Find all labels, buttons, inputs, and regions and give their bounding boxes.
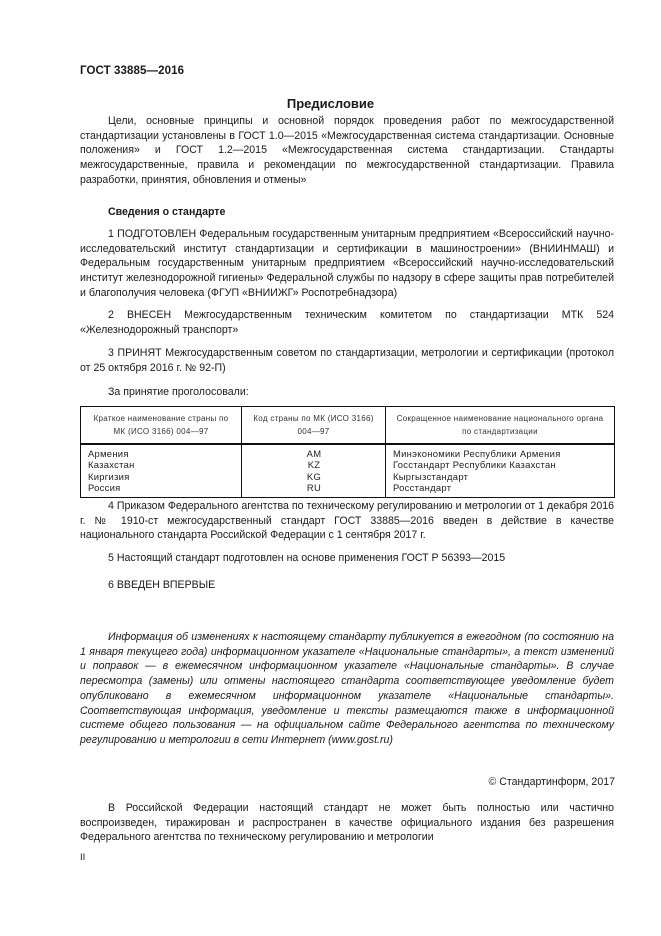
- body-cell: Минэкономики Республики Армения Госстандарт Республики Казахстан Кыргызстандарт Росстандарт: [386, 444, 615, 497]
- item-3: 3 ПРИНЯТ Межгосударственным советом по стандартизации, метрологии и сертификации (протокол от 25 октября 2016 г. № 92-П): [80, 347, 614, 374]
- section-heading: Сведения о стандарте: [108, 206, 226, 218]
- page-number: II: [80, 852, 86, 863]
- item-2: 2 ВНЕСЕН Межгосударственным техническим комитетом по стандартизации МТК 524 «Железнодорожный транспорт»: [80, 309, 614, 336]
- page-title: Предисловие: [286, 96, 375, 111]
- intro-paragraph: Цели, основные принципы и основной порядок проведения работ по межгосударственной стандартизации установлены в ГОСТ 1.0—2015 «Межгосударственная система стандартизации. Основные положения» и ГОСТ 1.2—2015 «Межгосударственная система стандартизации. Стандарты межгосударственные, правила и рекомендации по межгосударственной стандартизации. Правила разработки, принятия, обновления и отмены»: [80, 115, 614, 186]
- country-cell: Армения Казахстан Киргизия Россия: [81, 444, 242, 497]
- restriction-notice: В Российской Федерации настоящий стандарт не может быть полностью или частично воспроизведен, тиражирован и распространен в качестве официального издания без разрешения Федерального агентства по техническому регулированию и метрологии: [80, 802, 614, 844]
- header-body: Сокращенное наименование национального органа по стандартизации: [386, 407, 615, 445]
- votes-table: [80, 406, 615, 498]
- header-country: Краткое наименование страны по МК (ИСО 3166) 004—97: [81, 407, 242, 445]
- changes-notice: Информация об изменениях к настоящему стандарту публикуется в ежегодном (по состоянию на 1 января текущего года) информационном указателе «Национальные стандарты», а текст изменений и поправок — в ежемесячном информационном указателе «Национальные стандарты». В случае пересмотра (замены) или отмены настоящего стандарта соответствующее уведомление будет опубликовано в ежемесячном информационном указателе «Национальные стандарты». Соответствующая информация, уведомление и тексты размещаются также в информационной системе общего пользования — на официальном сайте Федерального агентства по техническому регулированию и метрологии в сети Интернет (www.gost.ru): [80, 631, 614, 746]
- voted-label: За принятие проголосовали:: [108, 386, 249, 398]
- copyright: © Стандартинформ, 2017: [488, 776, 615, 788]
- table-header-row: [81, 407, 615, 445]
- item-1: 1 ПОДГОТОВЛЕН Федеральным государственным унитарным предприятием «Всероссийский научно-исследовательский институт стандартизации и сертификации в машиностроении» (ВНИИНМАШ) и Федеральным государственным унитарным предприятием «Всероссийский научно-исследовательский институт железнодорожной гигиены» Федеральной службы по надзору в сфере защиты прав потребителей и благополучия человека (ФГУП «ВНИИЖГ» Роспотребнадзора): [80, 228, 614, 299]
- item-6: 6 ВВЕДЕН ВПЕРВЫЕ: [108, 579, 216, 591]
- document-id: ГОСТ 33885—2016: [80, 65, 185, 77]
- code-cell: AM KZ KG RU: [242, 444, 386, 497]
- item-4: 4 Приказом Федерального агентства по техническому регулированию и метрологии от 1 декабря 2016 г. № 1910-ст межгосударственный стандарт ГОСТ 33885—2016 введен в действие в качестве национального стандарта Российской Федерации с 1 сентября 2017 г.: [80, 500, 614, 542]
- item-5: 5 Настоящий стандарт подготовлен на основе применения ГОСТ Р 56393—2015: [108, 552, 506, 564]
- table-row: [81, 444, 615, 497]
- header-code: Код страны по МК (ИСО 3166) 004—97: [242, 407, 386, 445]
